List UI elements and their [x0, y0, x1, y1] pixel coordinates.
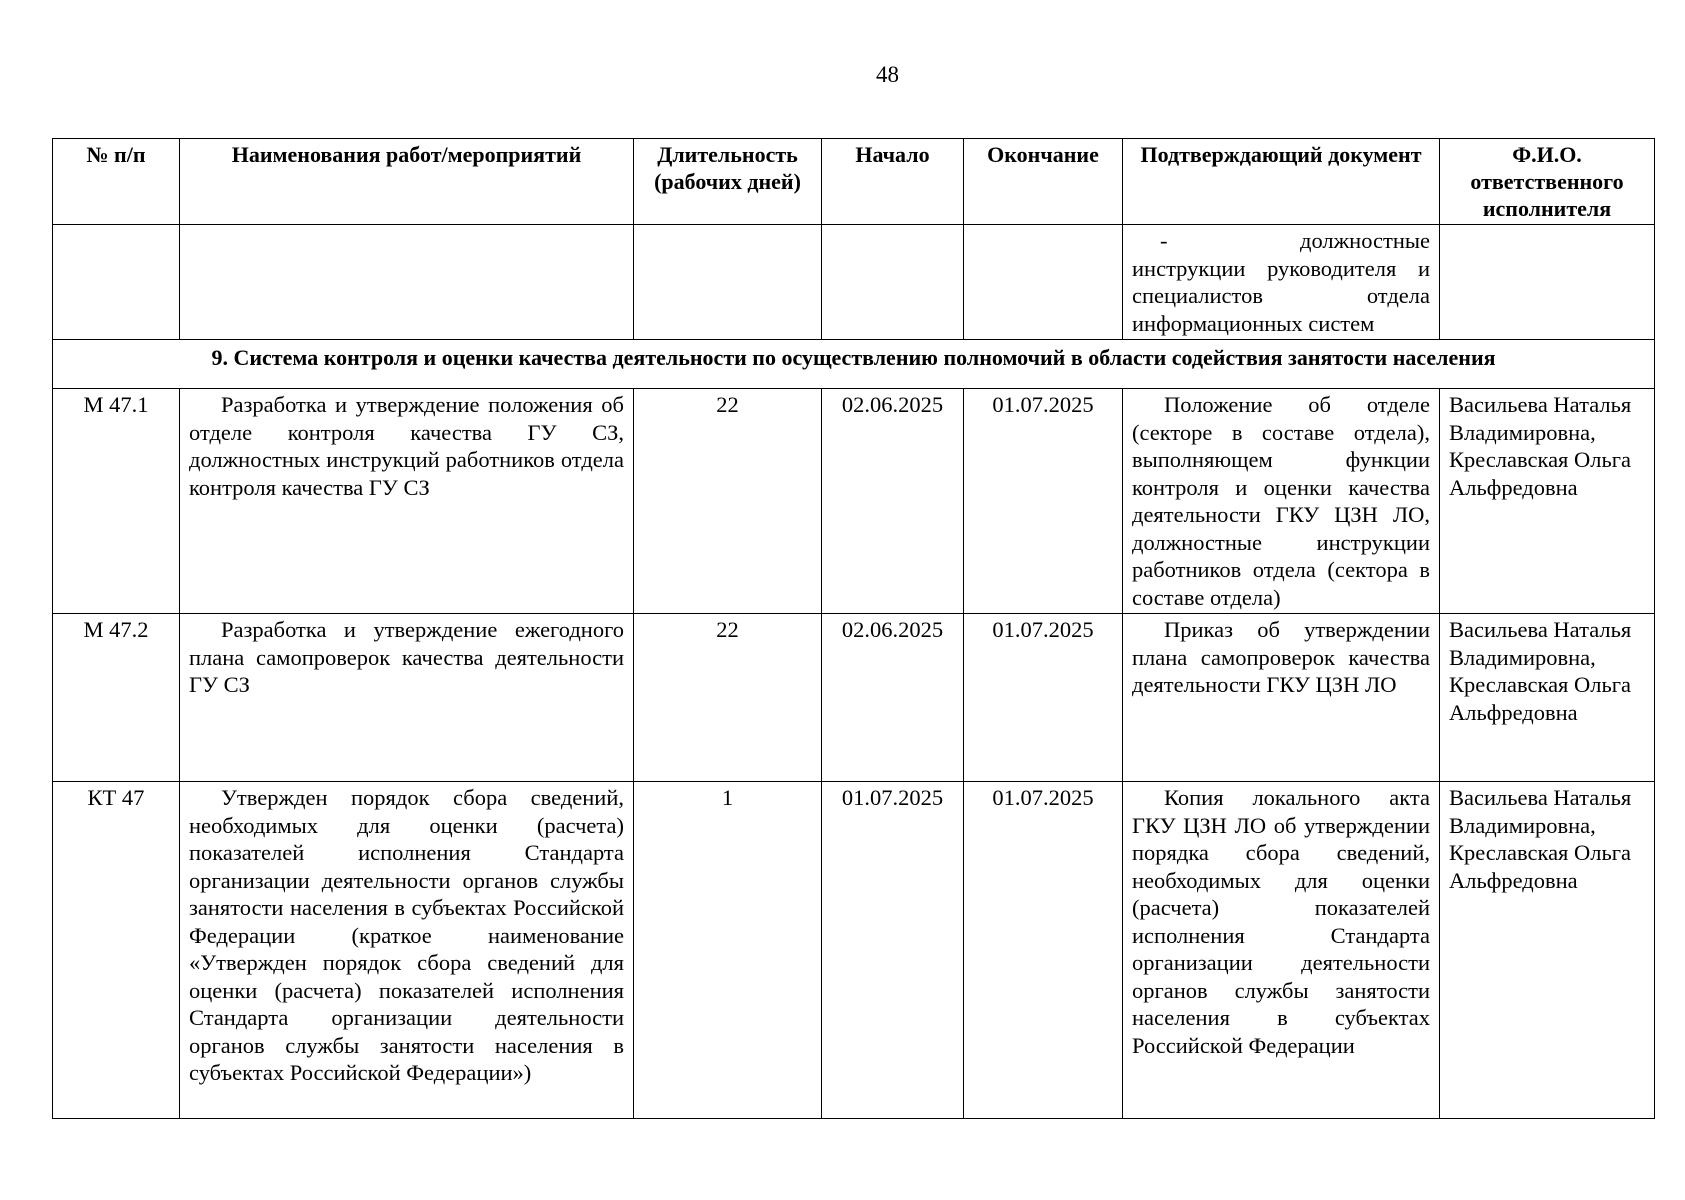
header-num: № п/п	[53, 139, 180, 225]
cell-empty	[180, 225, 634, 340]
work-plan-table	[52, 138, 1655, 1119]
row-document: Приказ об утверждении плана самопроверок качества деятельности ГКУ ЦЗН ЛО	[1123, 614, 1440, 782]
row-duration: 1	[634, 782, 822, 1119]
row-num: КТ 47	[53, 782, 180, 1119]
row-responsible: Васильева Наталья Владимировна, Креславская Ольга Альфредовна	[1440, 614, 1655, 782]
document-rest: инструкции руководителя и специалистов отдела информационных систем	[1132, 255, 1430, 336]
header-end: Окончание	[964, 139, 1123, 225]
row-document: Положение об отделе (секторе в составе отдела), выполняющем функции контроля и оценки качества деятельности ГКУ ЦЗН ЛО, должностные инструкции работников отдела (сектора в составе отдела)	[1123, 389, 1440, 614]
table-row	[53, 614, 1655, 782]
row-end: 01.07.2025	[964, 389, 1123, 614]
row-duration: 22	[634, 389, 822, 614]
cell-empty	[822, 225, 964, 340]
row-start: 02.06.2025	[822, 389, 964, 614]
row-end: 01.07.2025	[964, 782, 1123, 1119]
cell-empty	[634, 225, 822, 340]
row-start: 01.07.2025	[822, 782, 964, 1119]
row-num: М 47.2	[53, 614, 180, 782]
cell-empty	[1440, 225, 1655, 340]
row-name: Утвержден порядок сбора сведений, необходимых для оценки (расчета) показателей исполнения Стандарта организации деятельности органов службы занятости населения в субъектах Российской Федерации (краткое наименование «Утвержден порядок сбора сведений для оценки (расчета) показателей исполнения Стандарта организации деятельности органов службы занятости населения в субъектах Российской Федерации»)	[180, 782, 634, 1119]
row-end: 01.07.2025	[964, 614, 1123, 782]
header-start: Начало	[822, 139, 964, 225]
row-document: Копия локального акта ГКУ ЦЗН ЛО об утверждении порядка сбора сведений, необходимых для оценки (расчета) показателей исполнения Стандарта организации деятельности органов службы занятости населения в субъектах Российской Федерации	[1123, 782, 1440, 1119]
document-dash: -	[1160, 228, 1168, 253]
row-start: 02.06.2025	[822, 614, 964, 782]
table-row	[53, 389, 1655, 614]
row-num: М 47.1	[53, 389, 180, 614]
row-responsible: Васильева Наталья Владимировна, Креславская Ольга Альфредовна	[1440, 389, 1655, 614]
table-header-row	[53, 139, 1655, 225]
row-name: Разработка и утверждение ежегодного плана самопроверок качества деятельности ГУ СЗ	[180, 614, 634, 782]
continuation-row	[53, 225, 1655, 340]
continuation-document	[1123, 225, 1440, 340]
document-first-word: должностные	[1300, 228, 1430, 253]
row-responsible: Васильева Наталья Владимировна, Креславская Ольга Альфредовна	[1440, 782, 1655, 1119]
section-title: 9. Система контроля и оценки качества деятельности по осуществлению полномочий в области содействия занятости населения	[53, 340, 1655, 389]
section-row	[53, 340, 1655, 389]
table-row	[53, 782, 1655, 1119]
page-number: 48	[876, 62, 899, 87]
row-duration: 22	[634, 614, 822, 782]
header-name: Наименования работ/мероприятий	[180, 139, 634, 225]
row-name: Разработка и утверждение положения об отделе контроля качества ГУ СЗ, должностных инструкций работников отдела контроля качества ГУ СЗ	[180, 389, 634, 614]
cell-empty	[53, 225, 180, 340]
cell-empty	[964, 225, 1123, 340]
header-document: Подтверждающий документ	[1123, 139, 1440, 225]
header-responsible: Ф.И.О. ответственного исполнителя	[1440, 139, 1655, 225]
header-duration: Длительность (рабочих дней)	[634, 139, 822, 225]
